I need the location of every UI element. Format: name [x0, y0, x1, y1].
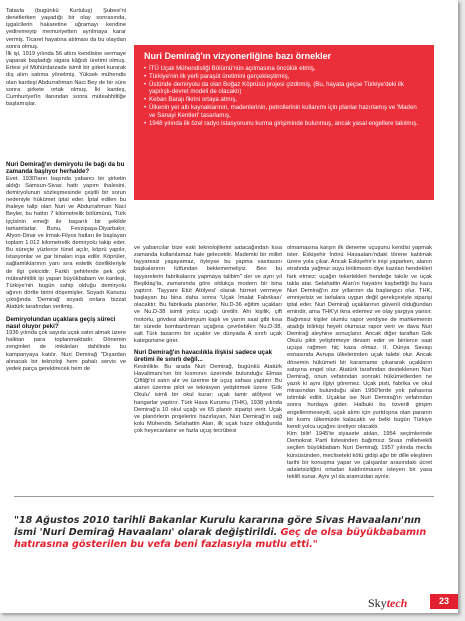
quote-highlight: Geç de olsa büyükbabamın hatırasına gösterilen bu vefa beni fazlasıyla mutlu etti." — [14, 527, 427, 551]
paragraph: ve yabancılar bize eski teknolojilerini satacağından kısa zamanda kullanılamaz hale gelecektir. Mademki bir millet tayyaresiz yaşayamaz, öyleyse bu yapma vasıtasını başkalarının lütfundan beklememeliyiz. Ben bu tayyarelerin fabrikalarını yapmaya talibim" der ve aynı yıl Beşiktaş'ta, zamanında göre oldukça modern bir bina yaptırır. 'Tayyare Etüt Atölyesi' olarak hizmet vermeye başlayan bu bina daha sonra 'Uçak İmalat Fabrikası' olacaktır. Bu fabrikada planörler, Nu.D-36 eğitim uçakları ve Nu.D-38 isimli yolcu uçağı üretilir. Ahı kişilik, çift motorlu, gövdesi alüminyum kaplı ve yarım saat gibi kısa bir sürede bombardıman uçağına çevrilebilen Nu.D-38, salt Türk tasarımı bir uçaktır ve dünyada A sınıfı uçak kategorisine girer. — [134, 245, 282, 345]
list-item: • Ülkenin yer altı kaynaklarının, madenlerinin, petrollerinin kullanımı için planlar hazırlamış ve 'Maden ve Sanayi Kentleri' tasarlamış, — [144, 103, 417, 119]
box-title: Nuri Demirağ'ın vizyonerliğine bazı örnekler — [144, 51, 332, 61]
interview-question: Nuri Demirağ'ın havacılıkla ilişkisi sadece uçak üretimi ile sınırlı değil... — [134, 349, 273, 364]
list-item: • Türkiye'nin ilk yerli paraşüt üretimini gerçekleştirmiş, — [144, 72, 290, 80]
page-number: 23 — [430, 594, 458, 609]
bullet-icon: • — [144, 72, 147, 80]
pull-quote — [14, 496, 434, 605]
paragraph: Evet. 1930'ların başında yabancı bir şirketin aldığı Samsun-Sivas hattı yapım ihalesini, demiryolunun sözleşmesinde çeşitli bir sorun nedeniyle hükümet iptal eder. İptal edilen bu ihaleye talip olan Nuri ve Abdurrahman Naci Beyler, bu hattın 7 kilometrelik bölümünü, Türk işçisinin emeği ile başarılı bir şekilde tamamlarlar. Bunu, Fevzipaşa-Diyarbakır, Afyon-Dinar ve Irmak-Filyos hatları ile başlayan toplam 1.012 kilometrelik demiryolu takip eder. Bu süreçte yüzlerce tünel açılır, köprü yapılır, istasyonlar ve gar binaları inşa edilir. Köprüler, sağlamlıklarının yanı sıra estetik özellikleriyle de ilgi çekicidir. Farklı şehirlerde pek çok müteahhitlik işi yapan büyükbabam ve kardeşi, Türkiye'nin bugün sahip olduğu demiryolu ağının dörtte birini döşemişler. Soyadı Kanunu çıktığında 'Demirağ' soyadı onlara bizzat Atatürk tarafından verilmiş. — [6, 175, 126, 311]
column-1-top — [6, 8, 126, 161]
interview-question: Nuri Demirağ'ın demiryolu ile bağı da bu zamanda başlıyor herhalde? — [6, 161, 125, 176]
bullet-icon: • — [144, 96, 147, 104]
bullet-icon: • — [144, 103, 147, 111]
list-item: • İTÜ Uçak Mühendisliği Bölümü'nün açılmasına öncülük etmiş, — [144, 65, 316, 72]
paragraph: 1936 yılında çok sayıda uçak satın almak üzere halktan para toplanmaktadır. Dönemin zenginleri de imkânları dahilinde bu kampanyaya katılır. Nuri Demirağ "Dışardan alınacak bir teknoloji hem pahalı servis ve yedek parça gerektirecek hem de — [6, 330, 126, 372]
examples-list — [144, 65, 424, 127]
list-item: • Üstünde demiryolu da olan Boğaz Köprüsü projesi çizdirmiş, (Bu, hayata geçse Türkiye'deki ilk yapılışlı-devret modeli de olacaktı) — [144, 80, 404, 96]
skytech-logo: Skytech — [368, 596, 408, 610]
interview-question: Demiryolundan uçaklara geçiş süreci nasıl oluyor peki? — [6, 315, 116, 330]
column-1-bottom — [6, 161, 126, 491]
paragraph: Kim bilir! 1945'te siyasete atılan, 1954 seçimlerinde Demokrat Parti listesinden bağımsız Sivas milletvekili seçilen büyükbabam Nuri Demirağ, 1957 yılında meclis kürsüsünden, mecliseteki kötü gidişi ağır bir dille eleştiren tarihi bir konuşma yapar ve çalışanlar arasındaki ücret adaletsizliğini ortadan kaldırılmasını isteyen bir yasa teklifi sunar. Aynı yıl da aramızdan ayrılır. — [287, 431, 432, 480]
paragraph: olmamasına karşın ilk deneme uçuşunu kendisi yapmak ister. Eskişehir İnönü Havaalanı'ndaki törene katılmak üzere yola çıkar. Ancak Eskişehir'e inişi yaparken, alanın etrafında yağmur suyu birikmesin diye kazılan hendekleri fark etmez; uçağın tekerlekleri hendeğe takılır ve uçak takla atar. Selahattin Alan'ın hayatını kaybettiği bu kaza Nuri Demirağ'ın zor yıllarının da başlangıcı olur. THK, emniyetsiz ve tarlalara uygun değil gerekçesiyle siparişi iptal eder. Nuri Demirağ uçaklarının güvenli olduğundan emindir, ama THK'yi ikna edemez ve olay yargıya yansır. Bağımsız kişiler olumlu rapor verdiyse de mahkemenin atadığı bilirkişi heyeti olumsuz rapor verir ve dava Nuri Demirağ aleyhine sonuçlanır. Ancak diğer taraftan Gök Okulu pilot yetiştirmeye devam eder ve binlerce saat uçuşa rağmen hiç kaza olmaz. II. Dünya Savaşı esnasında Avrupa ülkelerinden uçak talebi olur. Ancak dönemin hükümeti bir kararname çıkararak uçakların satışına engel olur. Atatürk tarafından desteklenen Nuri Demirağ, onun vefatından sonraki hükümetlerden ne yazık ki aynı ilgiyi göremez. Uçak pisti, fabrika ve okul mirasından bulunduğu alan 1950'lerde yok pahasına istimlak edilir. Uçaklar ise Nuri Demirağ'ın vefatından sonra hurdaya gider. Halbuki bu özverili girişim engellenmeseydi, uçak alımı için yurtdışına olan paranın bir kısmı ülkemizde kalacaktı ve belki bugün Türkiye kendi yolcu uçağını üretiyor olacaktı. — [287, 245, 432, 430]
paragraph: Tatavla (bugünkü Kurtuluş) Şubesi'ni denetlerken yaşadığı bir olay sonrasında, işgalcilerin hakaretine uğramayı kendine yediremeyip memuriyetten ayrılmaya karar vermiş. Ticaret hayatına atılması da bu olaydan sonra olmuş. — [6, 8, 126, 50]
bullet-icon: • — [144, 65, 147, 72]
list-item: • Keban Barajı fikrini ortaya atmış, — [144, 96, 238, 104]
vision-examples-box — [134, 45, 434, 200]
bullet-icon: • — [144, 119, 147, 127]
bullet-icon: • — [144, 80, 147, 88]
column-2 — [134, 245, 282, 493]
quote-text: "18 Ağustos 2010 tarihli Bakanlar Kurulu kararına göre Sivas Havaalanı'nın ismi 'Nuri Demirağ Havaalanı' olarak değiştirildi. — [14, 515, 421, 539]
list-item: • 1948 yılında ilk özel radyo istasyonunu kurma girişiminde bulunmuş, ancak yasal engellere takılmış. — [144, 119, 418, 127]
paragraph: İlk işi, 1919 yılında 56 altını kendisine sermaye yaparak başladığı sigara kâğıdı üretimi olmuş. Ertesi yıl Mühürdarzade isimli bir şirket kurarak dış alım satıma yönelmiş. Yüksek mühendis olan kardeşi Abdurrahman Naci Bey de bir süre sonra şirkete ortak olmuş. İki kardeş, Cumhuriyet'in ilanından sonra müteahhitliğe başlamışlar. — [6, 50, 126, 108]
paragraph: Kesinlikle. Bu arada Nuri Demirağ, bugünkü Atatürk Havalimanı'nın bir kısmının üzerinde bulunduğu Elmas Çiftliği'ni satın alır ve üzerine bir uçuş sahası yaptırır. Bu alanın üzerine pilot ve teknisyen yetiştirmek üzere 'Gök Okulu' isimli bir okul kurar; uçak tamir atölyesi ve hangarlar yaptırır. Türk Hava Kurumu (THK), 1938 yılında Demirağ'a 10 okul uçağı ve 65 planör siparişi verir. Uçak ve planörlerin projelerini hazırlayan, Nuri Demirağ'ın sağ kolu Mühendis Selahattin Alan, ilk uçak hazır olduğunda çok heyecanlanır ve fazla uçuş tecrübesi — [134, 363, 282, 435]
